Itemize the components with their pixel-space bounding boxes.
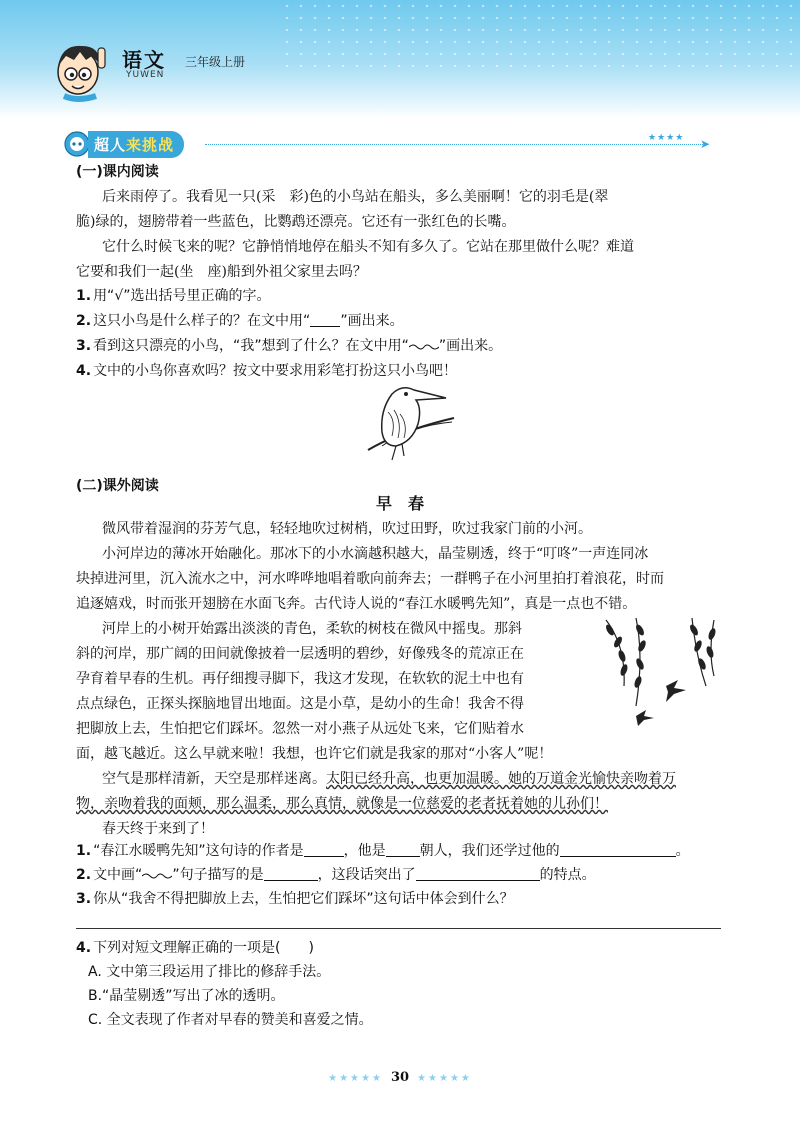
- header-band: [0, 0, 800, 118]
- question-text: 你从“我舍不得把脚放上去，生怕把它们踩坏”这句话中体会到什么？: [93, 891, 514, 907]
- question-number: 1.: [76, 843, 92, 859]
- article-line: 斜的河岸，那广阔的田间就像披着一层透明的碧纱，好像残冬的荒凉正在: [76, 646, 524, 662]
- part1-line: 它要和我们一起(坐 座)船到外祖父家里去吗？: [76, 264, 367, 280]
- answer-blank[interactable]: [416, 866, 540, 881]
- question-text: ”句子描写的是: [172, 867, 264, 883]
- article-line: 块掉进河里，沉入流水之中，河水哗哗地唱着歌向前奔去；一群鸭子在小河里拍打着浪花，时而: [76, 571, 664, 587]
- question-text: 的特点。: [539, 867, 596, 883]
- willow-swallow-illustration: [596, 616, 726, 726]
- mascot-icon: [52, 38, 114, 102]
- article-line: 河岸上的小树开始露出淡淡的青色，柔软的树枝在微风中摇曳。那斜: [102, 621, 522, 637]
- question-number: 1.: [76, 288, 92, 304]
- part2-question-4: [76, 937, 314, 959]
- article-line: 孕育着早春的生机。再仔细搜寻脚下，我这才发现，在软软的泥土中也有: [76, 671, 524, 687]
- article-line: 春天终于来到了！: [102, 821, 214, 837]
- part1-line: 它什么时候飞来的呢？它静悄悄地停在船头不知有多久了。它站在那里做什么呢？难道: [102, 239, 634, 255]
- part1-question-2: [76, 310, 404, 332]
- article-line: 小河岸边的薄冰开始融化。那冰下的小水滴越积越大，晶莹剔透，终于“叮咚”一声连同冰: [102, 546, 649, 562]
- arrow-right-icon: ➤: [700, 137, 711, 151]
- part2-question-1: [76, 840, 690, 862]
- answer-line[interactable]: [76, 928, 721, 929]
- question-text: ”画出来。: [340, 313, 404, 329]
- option-b[interactable]: B.“晶莹剔透”写出了冰的透明。: [88, 988, 285, 1004]
- option-c[interactable]: C. 全文表现了作者对早春的赞美和喜爱之情。: [88, 1012, 373, 1028]
- section-stars: ★★★★: [648, 133, 685, 143]
- article-line: 把脚放上去，生怕把它们踩坏。忽然一对小燕子从远处飞来，它们贴着水: [76, 721, 524, 737]
- question-text: 这只小鸟是什么样子的？在文中用“: [93, 313, 311, 329]
- question-text: “春江水暖鸭先知”这句诗的作者是: [93, 843, 304, 859]
- article-marked-line: 物，亲吻着我的面颊，那么温柔，那么真情，就像是一位慈爱的老者抚着她的儿孙们！: [76, 796, 608, 812]
- part1-heading: (一)课内阅读: [76, 164, 159, 180]
- footer-stars-left: ★★★★★: [328, 1073, 383, 1084]
- wavy-underline-sample: [142, 870, 172, 880]
- subject-title: 语文: [122, 48, 166, 72]
- question-text: 文中的小鸟你喜欢吗？按文中要求用彩笔打扮这只小鸟吧！: [93, 363, 458, 379]
- part1-question-3: [76, 335, 502, 357]
- part2-question-2: [76, 864, 596, 886]
- answer-blank[interactable]: [304, 842, 344, 857]
- article-line: [102, 767, 676, 792]
- section-banner: [62, 131, 184, 157]
- question-text: 下列对短文理解正确的一项是( ): [93, 940, 314, 956]
- question-text: ”画出来。: [438, 338, 503, 354]
- question-number: 3.: [76, 891, 92, 907]
- article-line: 点点绿色，正探头探脑地冒出地面。这是小草，是幼小的生命！我舍不得: [76, 696, 524, 712]
- section-title: [88, 131, 184, 158]
- grade-label: 三年级上册: [185, 55, 246, 69]
- article-line: 面，越飞越近。这么早就来啦！我想，也许它们就是我家的那对“小客人”呢！: [76, 746, 553, 762]
- answer-blank[interactable]: [264, 866, 318, 881]
- question-text: 朝人，我们还学过他的: [419, 843, 560, 859]
- answer-blank[interactable]: [560, 842, 676, 857]
- part2-heading: (二)课外阅读: [76, 478, 159, 494]
- header-dots-decoration: [280, 0, 800, 70]
- question-text: 看到这只漂亮的小鸟，“我”想到了什么？在文中用“: [93, 338, 409, 354]
- question-number: 4.: [76, 940, 92, 956]
- article-sentence: 空气是那样清新，天空是那样迷离。: [102, 771, 326, 787]
- part1-line: 后来雨停了。我看见一只(采 彩)色的小鸟站在船头，多么美丽啊！它的羽毛是(翠: [102, 189, 609, 205]
- section-title-accent: 来挑战: [126, 135, 175, 154]
- part1-question-4: [76, 360, 457, 382]
- question-number: 3.: [76, 338, 92, 354]
- article-marked-sentence: 太阳已经升高，也更加温暖。她的万道金光愉快亲吻着万: [326, 771, 676, 787]
- part2-question-3: [76, 888, 514, 910]
- question-number: 2.: [76, 867, 92, 883]
- straight-underline-sample: [310, 312, 340, 327]
- part1-line: 脆)绿的，翅膀带着一些蓝色，比鹦鹉还漂亮。它还有一张红色的长嘴。: [76, 214, 516, 230]
- question-text: 文中画“: [93, 867, 143, 883]
- question-number: 2.: [76, 313, 92, 329]
- question-text: ，他是: [343, 843, 386, 859]
- kingfisher-bird-illustration: [362, 380, 458, 464]
- question-text: 用“√”选出括号里正确的字。: [93, 288, 271, 304]
- wavy-underline-sample: [409, 341, 439, 351]
- article-line: 追逐嬉戏，时而张开翅膀在水面飞奔。古代诗人说的“春江水暖鸭先知”，真是一点也不错。: [76, 596, 637, 612]
- footer-stars-right: ★★★★★: [417, 1073, 472, 1084]
- section-title-prefix: 超人: [94, 135, 127, 154]
- article-title: 早 春: [375, 494, 424, 513]
- page-number: 30: [390, 1070, 410, 1085]
- part1-question-1: [76, 285, 271, 307]
- page-footer: [0, 1070, 800, 1085]
- section-divider: [205, 144, 705, 145]
- option-a[interactable]: A. 文中第三段运用了排比的修辞手法。: [88, 964, 331, 980]
- article-line: 微风带着湿润的芬芳气息，轻轻地吹过树梢，吹过田野，吹过我家门前的小河。: [102, 521, 592, 537]
- subject-english: YUWEN: [126, 70, 165, 80]
- question-text: 。: [675, 843, 690, 859]
- question-number: 4.: [76, 363, 92, 379]
- question-text: ，这段话突出了: [317, 867, 416, 883]
- answer-blank[interactable]: [386, 842, 420, 857]
